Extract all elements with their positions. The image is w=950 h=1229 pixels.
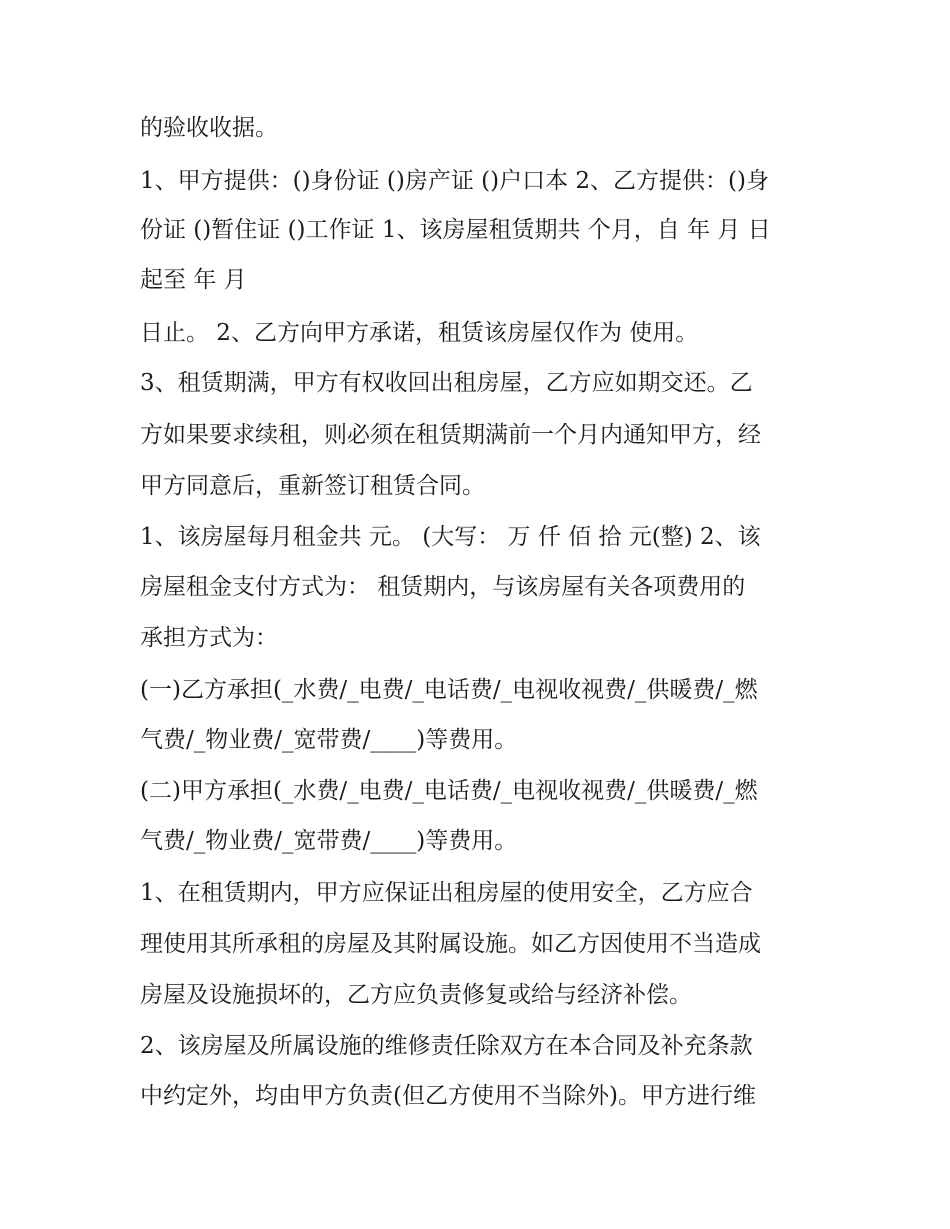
text-line: 承担方式为： — [140, 625, 278, 651]
text-line: (一)乙方承担(_水费/_电费/_电话费/_电视收视费/_供暖费/_燃 — [140, 677, 758, 703]
text-line: 日止。 2、乙方向甲方承诺，租赁该房屋仅作为 使用。 — [140, 320, 699, 346]
text-line: 房屋及设施损坏的，乙方应负责修复或给与经济补偿。 — [140, 982, 692, 1008]
text-line: 气费/_物业费/_宽带费/____)等费用。 — [140, 828, 518, 854]
text-line: 份证 ()暂住证 ()工作证 1、该房屋租赁期共 个月，自 年 月 日 — [140, 217, 771, 243]
text-line: 1、在租赁期内，甲方应保证出租房屋的使用安全，乙方应合 — [140, 880, 753, 906]
text-line: 方如果要求续租，则必须在租赁期满前一个月内通知甲方，经 — [140, 422, 761, 448]
text-line: (二)甲方承担(_水费/_电费/_电话费/_电视收视费/_供暖费/_燃 — [140, 778, 758, 804]
text-line: 气费/_物业费/_宽带费/____)等费用。 — [140, 727, 518, 753]
text-line: 甲方同意后，重新签订租赁合同。 — [140, 473, 485, 499]
text-line: 3、租赁期满，甲方有权收回出租房屋，乙方应如期交还。乙 — [140, 370, 753, 396]
text-line: 房屋租金支付方式为： 租赁期内，与该房屋有关各项费用的 — [140, 574, 746, 600]
text-line: 的验收收据。 — [140, 115, 278, 141]
text-line: 理使用其所承租的房屋及其附属设施。如乙方因使用不当造成 — [140, 931, 761, 957]
text-line: 2、该房屋及所属设施的维修责任除双方在本合同及补充条款 — [140, 1033, 753, 1059]
text-line: 中约定外，均由甲方负责(但乙方使用不当除外)。甲方进行维 — [140, 1083, 756, 1109]
text-line: 1、该房屋每月租金共 元。 (大写： 万 仟 佰 拾 元(整) 2、该 — [140, 524, 761, 550]
text-line: 1、甲方提供：()身份证 ()房产证 ()户口本 2、乙方提供：()身 — [140, 168, 769, 194]
text-line: 起至 年 月 — [140, 267, 247, 293]
